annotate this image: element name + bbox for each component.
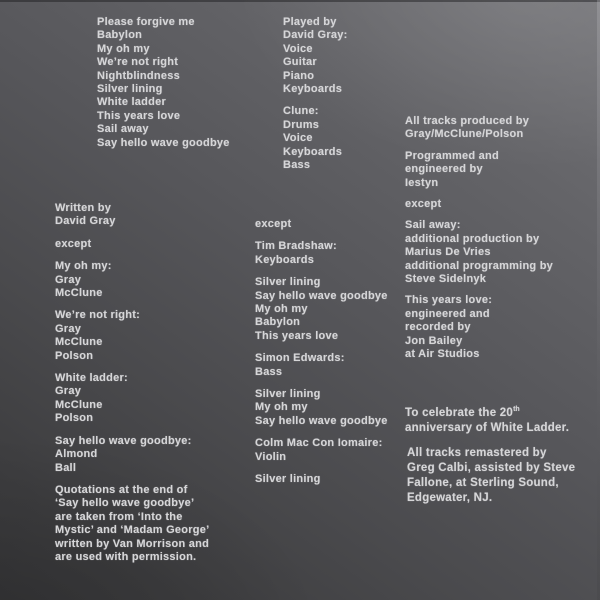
production-credits [405, 115, 553, 370]
colm-tracks [255, 473, 388, 486]
text-line: Greg Calbi, assisted by Steve [407, 462, 576, 474]
text-line: David Gray: [283, 29, 348, 42]
text-line: Say hello wave goodbye [255, 414, 388, 427]
remaster-note [407, 446, 575, 506]
except-label [405, 198, 553, 211]
played-by-david-gray [283, 16, 348, 96]
simon-edwards-credit [255, 352, 388, 379]
text-line: Nightblindness [97, 69, 180, 82]
text-line: Guitar [283, 56, 317, 69]
written-by-block [55, 202, 209, 229]
text-line: Played by [283, 16, 337, 28]
text-line: except [55, 237, 92, 250]
text-line: Say hello wave goodbye [97, 136, 230, 149]
text-line: written by Van Morrison and [55, 537, 210, 550]
text-line: McClune [55, 336, 103, 349]
text-line: recorded by [405, 321, 471, 334]
text-line: Sail away: [405, 219, 461, 232]
text-line: McClune [55, 398, 103, 411]
text-line: additional production by [405, 232, 540, 245]
ordinal-superscript: th [513, 406, 520, 413]
text-line: Ball [55, 461, 77, 474]
text-line: David Gray [55, 215, 116, 228]
text-line: Simon Edwards: [255, 352, 345, 365]
anniversary-line-2: anniversary of White Ladder. [405, 421, 570, 434]
anniversary-line-1 [405, 402, 569, 421]
text-line: Marius De Vries [405, 246, 491, 259]
text-line: Keyboards [283, 145, 343, 158]
text-line: White ladder [97, 96, 167, 109]
tim-bradshaw-tracks [255, 276, 388, 343]
text-line: My oh my: [55, 260, 112, 273]
anniversary-note [405, 402, 569, 436]
page-top-edge-shadow [0, 0, 600, 2]
text-line: Quotations at the end of [55, 483, 188, 496]
text-line: Mystic’ and ‘Madam George’ [55, 524, 210, 537]
text-line: Colm Mac Con Iomaire: [255, 437, 383, 450]
text-line: Bass [255, 365, 283, 378]
text-line: additional programming by [405, 259, 554, 272]
text-line: Fallone, at Sterling Sound, [407, 477, 559, 489]
text-line: Voice [283, 132, 313, 145]
text-line: Tim Bradshaw: [255, 240, 337, 253]
text-line: Silver lining [97, 83, 163, 96]
text-line: Steve Sidelnyk [405, 273, 487, 286]
text-line: Edgewater, NJ. [407, 492, 493, 504]
track-list [97, 16, 230, 150]
text-line: except [255, 218, 292, 230]
text-line: Almond [55, 448, 98, 461]
text-line: Iestyn [405, 176, 439, 189]
text-line: Babylon [97, 29, 143, 42]
text-line: at Air Studios [405, 348, 480, 361]
text-line: Keyboards [255, 253, 315, 266]
text-line: We’re not right [97, 56, 179, 69]
text-line: engineered and [405, 307, 490, 320]
text-line: Gray [55, 273, 82, 286]
text-line: White ladder: [55, 372, 128, 385]
text-line: Voice [283, 42, 313, 55]
text-line: Polson [55, 349, 94, 362]
guest-players-block [255, 218, 388, 496]
text-line: Programmed and [405, 149, 499, 162]
text-line: Babylon [255, 316, 301, 329]
text-line: except [405, 198, 442, 211]
white-ladder-credit [55, 372, 209, 426]
text-line: Gray/McClune/Polson [405, 128, 524, 141]
text-line: Gray [55, 322, 82, 335]
text-line: Gray [55, 385, 82, 398]
clune-credit [283, 105, 348, 172]
text-line: My oh my [255, 303, 308, 316]
text-line: This years love: [405, 294, 493, 307]
text-line: Keyboards [283, 83, 343, 96]
except-label [255, 218, 388, 231]
text-line: Silver lining [255, 388, 321, 401]
text-line: are used with permission. [55, 550, 197, 563]
text-line: This years love [97, 109, 181, 122]
were-not-right-credit [55, 309, 209, 363]
text-line: Jon Bailey [405, 334, 463, 347]
text-line: Piano [283, 69, 315, 82]
quotations-note [55, 484, 209, 564]
text-line: All tracks produced by [405, 115, 530, 127]
produced-by-block [405, 115, 553, 142]
text-line: Sail away [97, 123, 149, 136]
text-line: Silver lining [255, 473, 321, 486]
anniversary-text: To celebrate the 20 [405, 406, 514, 419]
programmed-by-block [405, 150, 553, 190]
text-line: My oh my [255, 401, 308, 414]
text-line: McClune [55, 287, 103, 300]
text-line: My oh my [97, 42, 150, 55]
tim-bradshaw-credit [255, 240, 388, 267]
text-line: Polson [55, 412, 94, 425]
text-line: are taken from ‘Into the [55, 510, 183, 523]
this-years-love-credit [405, 294, 553, 361]
text-line: Violin [255, 450, 287, 463]
text-line: ‘Say hello wave goodbye’ [55, 497, 195, 510]
writing-credits [55, 202, 209, 573]
text-line: All tracks remastered by [407, 447, 547, 459]
text-line: Say hello wave goodbye: [55, 434, 192, 447]
text-line: Clune: [283, 105, 319, 118]
simon-edwards-tracks [255, 388, 388, 428]
text-line: Written by [55, 202, 112, 214]
sail-away-credit [405, 219, 553, 286]
text-line: This years love [255, 329, 339, 342]
text-line: Silver lining [255, 276, 321, 289]
text-line: Bass [283, 159, 311, 172]
say-hello-credit [55, 435, 209, 475]
except-label [55, 238, 209, 251]
colm-mac-con-iomaire-credit [255, 437, 388, 464]
text-line: engineered by [405, 163, 483, 176]
text-line: Please forgive me [97, 16, 195, 28]
text-line: Say hello wave goodbye [255, 289, 388, 302]
my-oh-my-credit [55, 260, 209, 300]
text-line: Drums [283, 118, 320, 131]
players-block [283, 16, 348, 181]
text-line: We’re not right: [55, 309, 141, 322]
